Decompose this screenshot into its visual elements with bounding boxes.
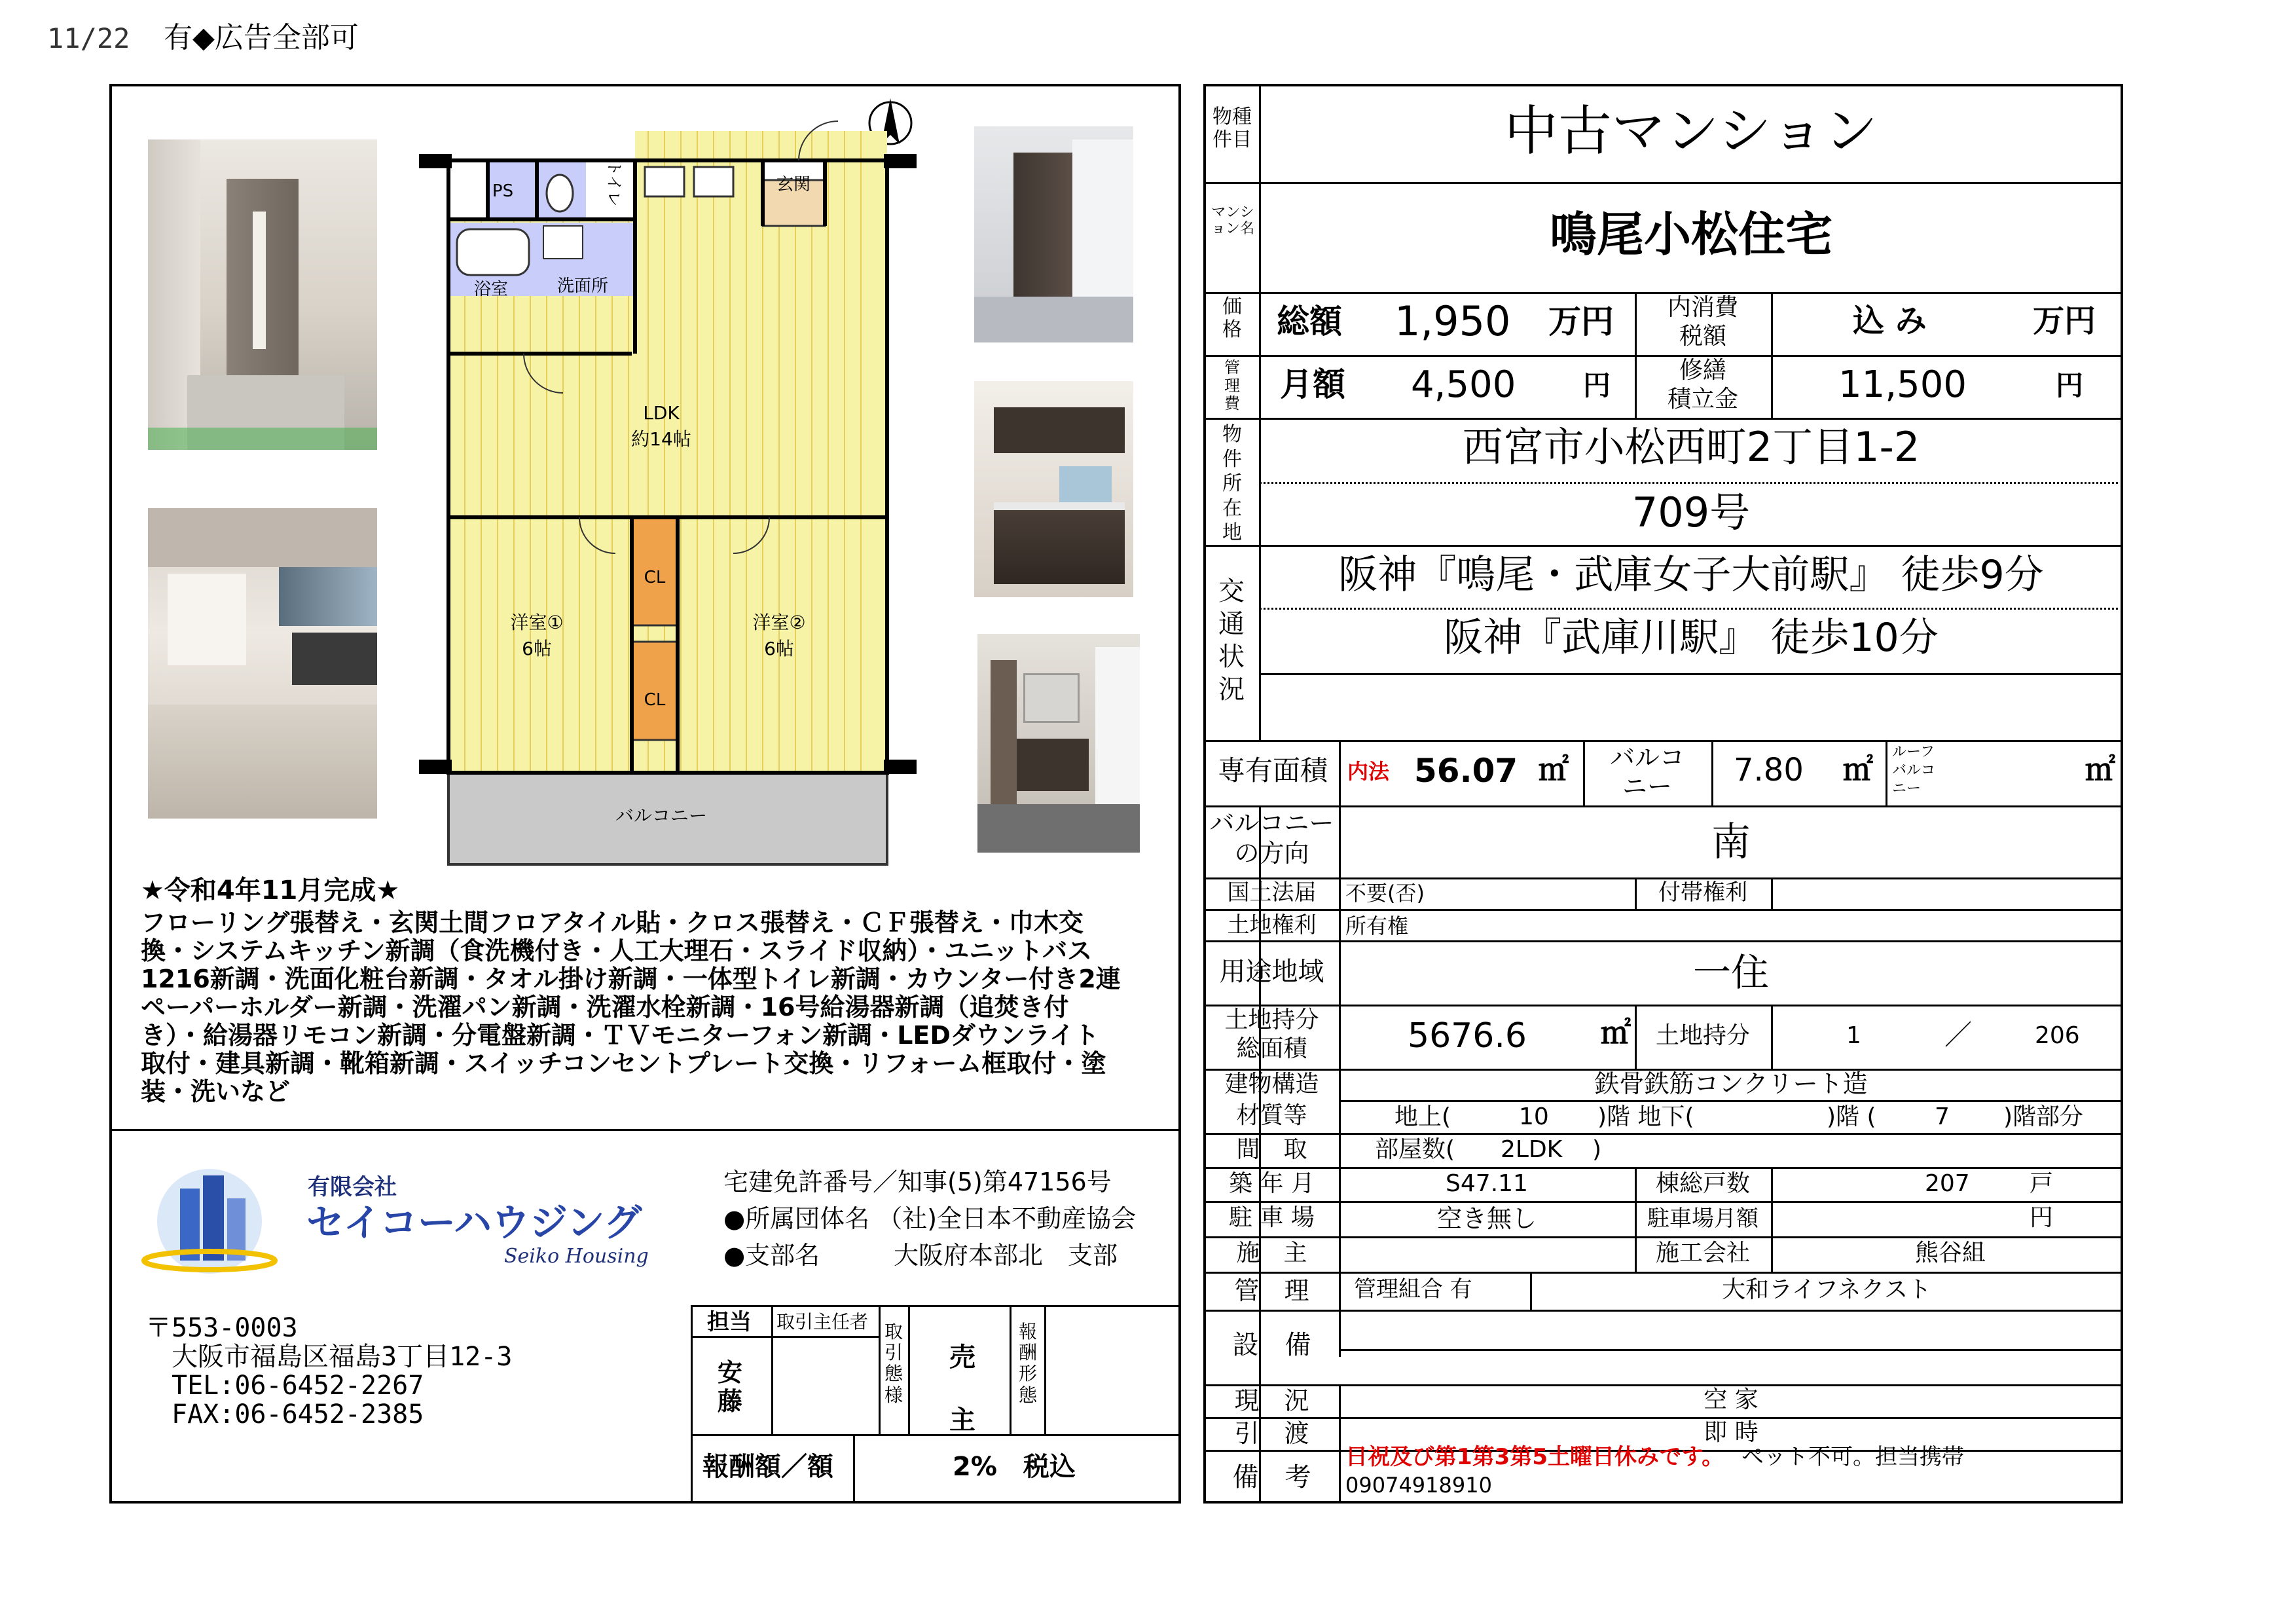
balcony-area: 7.80 [1734, 752, 1804, 788]
structure-label-1: 建物構造 [1224, 1071, 1319, 1098]
owner-label: 施 主 [1236, 1240, 1307, 1266]
photo-hallway [148, 139, 377, 450]
area-label: 専有面積 [1218, 754, 1328, 786]
branch: 大阪府本部北 支部 [894, 1241, 1118, 1270]
floor-number: 7 [1935, 1103, 1950, 1130]
remarks-line: き）・給湯器リモコン新調・分電盤新調・ＴＶモニターフォン新調・LEDダウンライト [141, 1021, 1099, 1050]
label-entrance: 玄関 [776, 175, 811, 194]
label-closet-1: CL [644, 568, 666, 587]
manage-value: 管理組合 有 [1354, 1276, 1472, 1302]
remarks-line: 換・システムキッチン新調（食洗機付き・人工大理石・スライド収納）・ユニットバス [141, 936, 1093, 965]
total-label: 総額 [1277, 303, 1342, 341]
photo-washroom [977, 634, 1140, 853]
units-label: 棟総戸数 [1655, 1170, 1750, 1197]
label-room1: 洋室① [510, 612, 564, 633]
left-divider [109, 1129, 1181, 1131]
structure-value: 鉄骨鉄筋コンクリート造 [1594, 1069, 1868, 1098]
layout-prefix: 部屋数( [1375, 1136, 1455, 1163]
label-ldk: LDK [643, 402, 680, 424]
floors-above: 10 [1519, 1103, 1549, 1130]
name-label: マンション名 [1211, 204, 1255, 238]
land-total-area: 5676.6 [1408, 1016, 1527, 1056]
repair-label-2: 積立金 [1667, 386, 1738, 413]
label-ps: PS [492, 181, 514, 201]
notes-label: 備 考 [1232, 1462, 1311, 1492]
fax: FAX:06-6452-2385 [172, 1399, 424, 1430]
label-balcony: バルコニー [615, 805, 708, 826]
roof-label-2: バルコ [1892, 762, 1936, 779]
floor-plan [406, 92, 969, 877]
layout-value: 2LDK [1501, 1136, 1563, 1163]
remarks-line: フローリング張替え・玄関土間フロアタイル貼・クロス張替え・ＣＦ張替え・巾木交 [141, 908, 1084, 937]
torihiki-label: 取引主任者 [776, 1311, 869, 1333]
direction-label-2: の方向 [1234, 839, 1309, 868]
ad-note: 有◆広告全部可 [164, 21, 359, 54]
branch-label: ●支部名 [723, 1241, 820, 1270]
photo-ldk [148, 508, 377, 819]
total-unit: 万円 [1548, 303, 1614, 341]
layout-suffix: ) [1592, 1136, 1602, 1163]
association: ●所属団体名 （社)全日本不動産協会 [723, 1204, 1137, 1233]
label-toilet: トイレ [605, 160, 623, 207]
parking-fee-label: 駐車場月額 [1647, 1206, 1758, 1232]
balcony-area-unit: ㎡ [1843, 752, 1873, 787]
layout-label: 間 取 [1236, 1136, 1307, 1163]
tanto-name: 安藤 [717, 1358, 742, 1416]
room-number: 709号 [1631, 489, 1751, 536]
balcony-direction: 南 [1711, 819, 1751, 865]
label-bath: 浴室 [473, 280, 509, 299]
facility-label: 設 備 [1232, 1330, 1311, 1360]
manage-company: 大和ライフネクスト [1721, 1276, 1932, 1303]
floors-below-close: )階 ( [1827, 1103, 1876, 1130]
reward-label: 報酬額／額 [702, 1452, 833, 1482]
monthly-label: 月額 [1280, 365, 1345, 403]
remarks-body [141, 909, 1162, 1106]
access-2: 阪神『武庫川駅』 徒歩10分 [1444, 615, 1939, 661]
photo-kitchen [974, 381, 1133, 597]
exclusive-area: 56.07 [1414, 752, 1518, 790]
built-label: 築 年 月 [1229, 1170, 1315, 1197]
remarks-line: ペーパーホルダー新調・洗濯パン新調・洗濯水栓新調・16号給湯器新調（追焚き付 [141, 993, 1069, 1022]
label-room2: 洋室② [752, 612, 806, 633]
remarks-heading: ★令和4年11月完成★ [141, 876, 400, 906]
total-price: 1,950 [1394, 297, 1511, 345]
type-label: 物種件目 [1212, 105, 1252, 151]
tax-label-1: 内消費 [1667, 294, 1738, 321]
kokudo-value: 不要(否) [1345, 881, 1425, 906]
label-washroom: 洗面所 [556, 276, 609, 296]
status-label: 現 況 [1234, 1386, 1309, 1415]
balcony-label-1: バルコ [1609, 743, 1685, 772]
license-number: 宅建免許番号／知事(5)第47156号 [723, 1168, 1112, 1196]
built-date: S47.11 [1446, 1170, 1528, 1197]
builder-label: 施工会社 [1655, 1240, 1750, 1266]
access-label: 交通状況 [1218, 576, 1245, 705]
structure-label-2: 材質等 [1236, 1102, 1307, 1129]
land-total-label-2: 総面積 [1236, 1035, 1307, 1062]
photo-bathroom [974, 126, 1133, 342]
tel: TEL:06-6452-2267 [172, 1371, 424, 1401]
hoshu-keitai-label: 報酬形態 [1018, 1321, 1037, 1406]
tax-unit: 万円 [2033, 303, 2096, 339]
roof-label-3: ニー [1892, 781, 1922, 797]
repair-unit: 円 [2056, 369, 2084, 401]
handover-value: 即 時 [1704, 1419, 1758, 1446]
zoning-label: 用途地域 [1219, 957, 1324, 987]
company-prefix: 有限会社 [308, 1174, 397, 1200]
builder-value: 熊谷組 [1915, 1240, 1986, 1266]
monthly-unit: 円 [1583, 369, 1611, 401]
handover-label: 引 渡 [1234, 1419, 1309, 1448]
label-room2-size: 6帖 [764, 638, 794, 659]
floor-label: )階部分 [2003, 1103, 2084, 1130]
parking-value: 空き無し [1436, 1204, 1537, 1233]
notes-phone: 09074918910 [1345, 1473, 1492, 1498]
floors-below-label: )階 地下( [1597, 1103, 1694, 1130]
zoning-value: 一住 [1692, 950, 1769, 995]
tax-value: 込 み [1853, 303, 1927, 339]
label-ldk-size: 約14帖 [631, 428, 691, 450]
roof-label-1: ルーフ [1892, 744, 1935, 760]
repair-fund: 11,500 [1838, 363, 1967, 406]
land-right-value: 所有権 [1345, 913, 1409, 938]
company-name: セイコーハウジング [306, 1200, 642, 1245]
torihiki-taiyo-label: 取引態様 [884, 1321, 903, 1406]
total-units-unit: 戸 [2030, 1170, 2054, 1197]
direction-label-1: バルコニー [1209, 809, 1334, 838]
land-share-slash: ／ [1944, 1019, 1973, 1051]
mgmt-label: 管理費 [1224, 358, 1240, 413]
reward: 2% 税込 [953, 1452, 1076, 1482]
land-total-unit: ㎡ [1601, 1015, 1631, 1050]
floors-above-label: 地上( [1394, 1103, 1451, 1130]
monthly-fee: 4,500 [1411, 363, 1516, 406]
land-total-label-1: 土地持分 [1224, 1006, 1319, 1033]
balcony-label-2: ニー [1622, 772, 1672, 801]
kokudo-label: 国土法届 [1227, 879, 1317, 906]
postal-code: 〒553-0003 [145, 1313, 298, 1343]
label-room1-size: 6帖 [522, 638, 552, 659]
location-label: 物件所在地 [1222, 423, 1242, 544]
manage-label: 管 理 [1234, 1276, 1309, 1305]
remarks-line: 装・洗いなど [141, 1077, 291, 1106]
parking-fee-unit: 円 [2030, 1204, 2054, 1231]
remarks-line: 1216新調・洗面化粧台新調・タオル掛け新調・一体型トイレ新調・カウンター付き2連 [141, 965, 1121, 993]
notes-red: 日祝及び第1第3第5土曜日休みです。 [1345, 1444, 1724, 1470]
tanto-label: 担当 [707, 1309, 752, 1335]
address: 大阪市福島区福島3丁目12-3 [172, 1342, 513, 1372]
area-unit: ㎡ [1539, 752, 1569, 787]
label-closet-2: CL [644, 690, 666, 710]
parking-label: 駐 車 場 [1229, 1204, 1315, 1231]
land-share-label: 土地持分 [1655, 1022, 1750, 1049]
land-share-num: 1 [1846, 1022, 1861, 1049]
property-address: 西宮市小松西町2丁目1-2 [1462, 423, 1920, 471]
access-1: 阪神『鳴尾・武庫女子大前駅』 徒歩9分 [1338, 552, 2044, 598]
area-type: 内法 [1347, 759, 1390, 784]
page-date: 11/22 [47, 22, 130, 54]
property-type: 中古マンション [1504, 100, 1878, 162]
status-value: 空 家 [1704, 1386, 1758, 1413]
land-right-label: 土地権利 [1227, 912, 1317, 938]
price-label: 価格 [1222, 295, 1242, 341]
land-share-den: 206 [2035, 1022, 2080, 1049]
torihiki-taiyo: 売主 [949, 1342, 975, 1435]
building-name: 鳴尾小松住宅 [1549, 207, 1832, 262]
company-logo-icon [141, 1162, 278, 1280]
tax-label-2: 税額 [1679, 323, 1726, 350]
company-name-en: Seiko Housing [504, 1245, 649, 1268]
repair-label-1: 修繕 [1679, 357, 1726, 384]
roof-area-unit: ㎡ [2085, 752, 2115, 787]
total-units: 207 [1925, 1170, 1970, 1197]
futai-label: 付帯権利 [1658, 879, 1747, 906]
notes-black: ペット不可。担当携帯 [1741, 1444, 1964, 1470]
remarks-line: 取付・建具新調・靴箱新調・スイッチコンセントプレート交換・リフォーム框取付・塗 [141, 1049, 1106, 1078]
